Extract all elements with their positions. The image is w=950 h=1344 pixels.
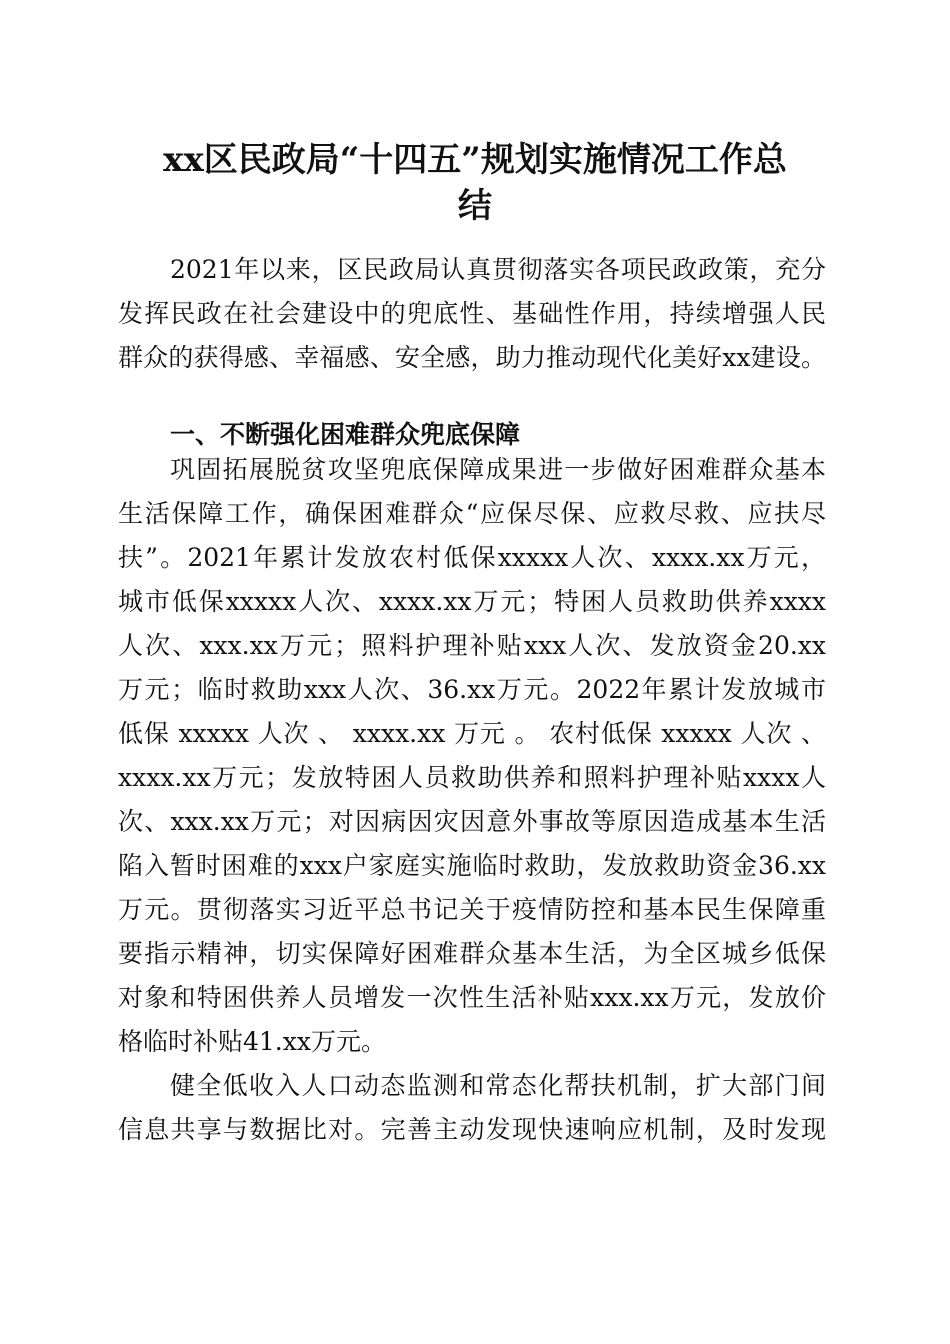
paragraph-line: 健全低收入人口动态监测和常态化帮扶机制，扩大部门间 [170,1071,826,1100]
paragraph-line: xxxx.xx万元；发放特困人员救助供养和照料护理补贴xxxx人 [118,763,826,792]
document-title-line2: 结 [458,186,492,226]
paragraph-line: 万元；临时救助xxx人次、36.xx万元。2022年累计发放城市 [118,675,826,704]
paragraph-line: 次、xxx.xx万元；对因病因灾因意外事故等原因造成基本生活 [118,807,826,836]
paragraph-line: 要指示精神，切实保障好困难群众基本生活，为全区城乡低保 [118,939,826,968]
paragraph-line: 群众的获得感、幸福感、安全感，助力推动现代化美好xx建设。 [118,343,826,372]
section-heading: 一、不断强化困难群众兜底保障 [170,420,521,449]
paragraph-line: 城市低保xxxxx人次、xxxx.xx万元；特困人员救助供养xxxx [118,587,826,616]
paragraph-line: 陷入暂时困难的xxx户家庭实施临时救助，发放救助资金36.xx [118,851,826,880]
paragraph-line: 巩固拓展脱贫攻坚兜底保障成果进一步做好困难群众基本 [170,455,826,484]
document-title-line1: xx区民政局“十四五”规划实施情况工作总 [163,140,787,180]
paragraph-line: 万元。贯彻落实习近平总书记关于疫情防控和基本民生保障重 [118,895,826,924]
paragraph-line: 格临时补贴41.xx万元。 [118,1027,386,1056]
paragraph-line: 低保 xxxxx 人次 、 xxxx.xx 万元 。 农村低保 xxxxx 人次 、 [118,719,826,748]
paragraph-line: 对象和特困供养人员增发一次性生活补贴xxx.xx万元，发放价 [118,983,826,1012]
paragraph-line: 人次、xxx.xx万元；照料护理补贴xxx人次、发放资金20.xx [118,631,826,660]
paragraph-line: 扶”。2021年累计发放农村低保xxxxx人次、xxxx.xx万元， [118,543,826,572]
paragraph-line: 发挥民政在社会建设中的兜底性、基础性作用，持续增强人民 [118,299,826,328]
paragraph-line: 生活保障工作，确保困难群众“应保尽保、应救尽救、应扶尽 [118,499,826,528]
paragraph-line: 信息共享与数据比对。完善主动发现快速响应机制，及时发现 [118,1115,826,1144]
paragraph-line: 2021年以来，区民政局认真贯彻落实各项民政政策，充分 [170,255,826,284]
